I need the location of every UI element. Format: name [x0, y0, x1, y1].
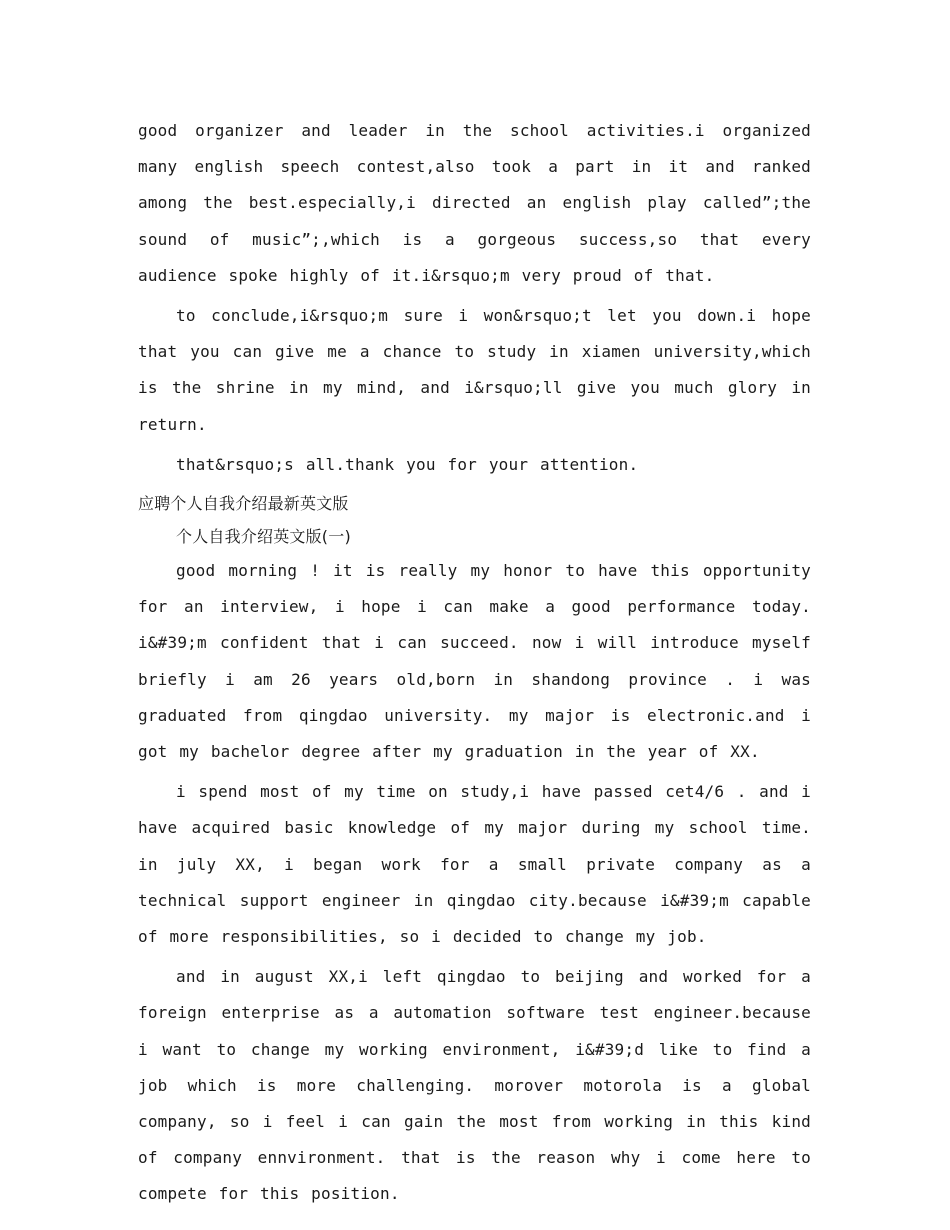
paragraph-conclusion: to conclude,i&rsquo;m sure i won&rsquo;t let you down.i hope that you can give me a chance to study in xiamen university,which is the shrine in my mind, and i&rsquo;ll give you much glory in return. — [138, 306, 811, 434]
paragraph-activities: good organizer and leader in the school activities.i organized many english speech contest,also took a part in it and ranked among the best.especially,i directed an english play called”;the sound of music”;,which is a gorgeous success,so that every audience spoke highly of it.i&rsquo;m very proud of that. — [138, 121, 811, 285]
document-page — [138, 113, 811, 1217]
paragraph-study: i spend most of my time on study,i have passed cet4/6 . and i have acquired basic knowledge of my major during my school time. in july XX, i began work for a small private company as a technical support engineer in qingdao city.because i&#39;m capable of more responsibilities, so i decided to change my job. — [138, 782, 811, 947]
paragraph-career: and in august XX,i left qingdao to beijing and worked for a foreign enterprise as a automation software test engineer.because i want to change my working environment, i&#39;d like to find a job which is more challenging. morover motorola is a global company, so i feel i can gain the most from working in this kind of company ennvironment. that is the reason why i come here to compete for this position. — [138, 967, 811, 1204]
section-subtitle: 个人自我介绍英文版(一) — [176, 527, 351, 547]
paragraph-thanks: that&rsquo;s all.thank you for your attention. — [176, 454, 639, 474]
section-title: 应聘个人自我介绍最新英文版 — [138, 494, 349, 514]
paragraph-greeting: good morning ! it is really my honor to have this opportunity for an interview, i hope i can make a good performance today. i&#39;m confident that i can succeed. now i will introduce myself briefly i am 26 years old,born in shandong province . i was graduated from qingdao university. my major is electronic.and i got my bachelor degree after my graduation in the year of XX. — [138, 561, 811, 762]
